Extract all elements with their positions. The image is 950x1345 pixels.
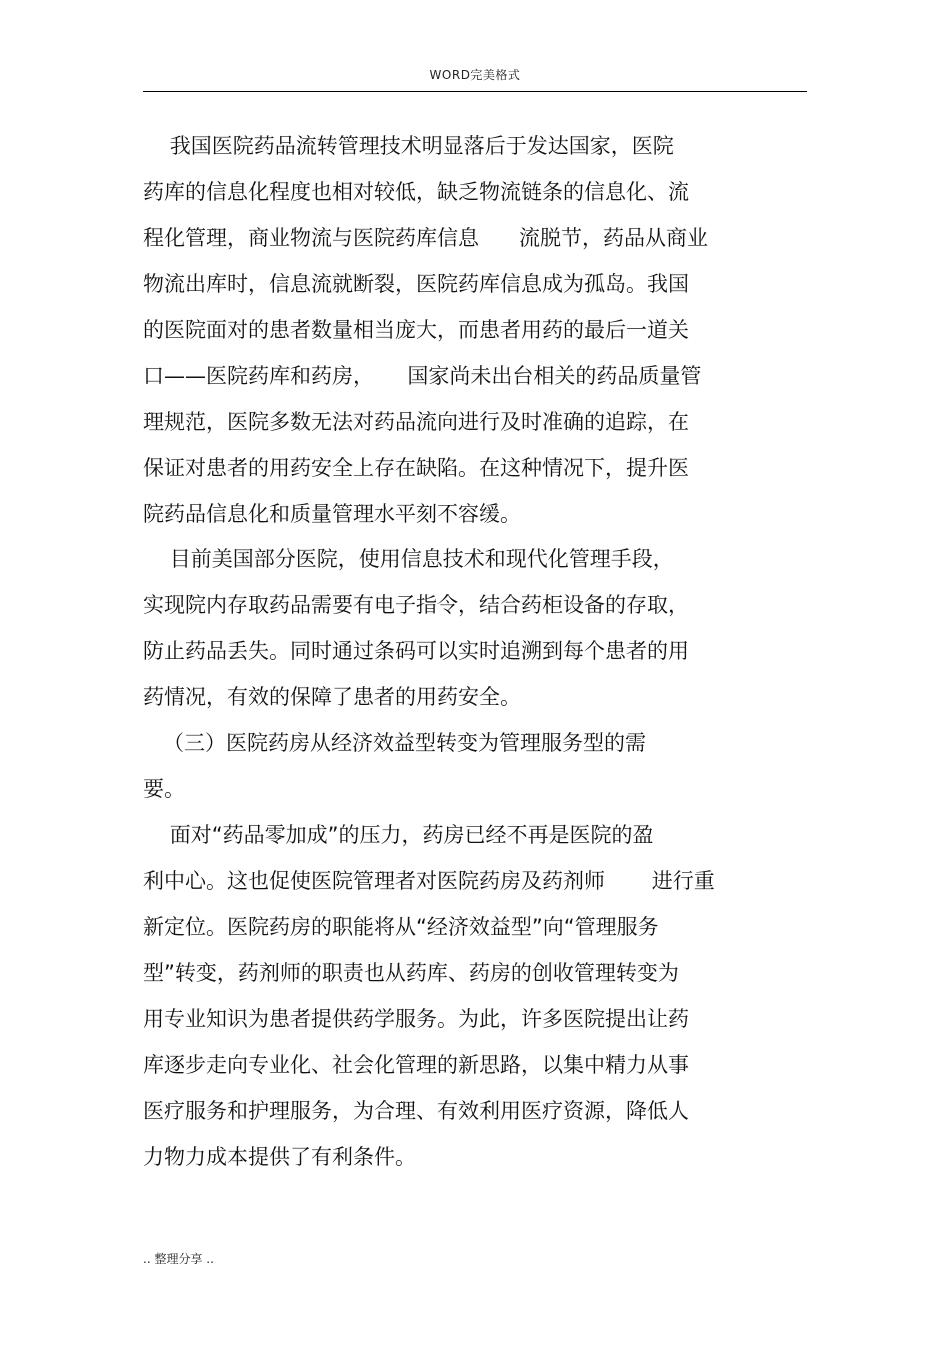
text-line: 新定位。医院药房的职能将从“经济效益型”向“管理服务 [143, 915, 659, 939]
text-line: 院药品信息化和质量管理水平刻不容缓。 [143, 502, 521, 526]
text-line: 库逐步走向专业化、社会化管理的新思路，以集中精力从事 [143, 1053, 689, 1077]
text-line: 药库的信息化程度也相对较低，缺乏物流链条的信息化、流 [143, 180, 689, 204]
text-line: 防止药品丢失。同时通过条码可以实时追溯到每个患者的用 [143, 639, 689, 663]
text-line: 目前美国部分医院，使用信息技术和现代化管理手段， [143, 547, 674, 571]
text-line: 保证对患者的用药安全上存在缺陷。在这种情况下，提升医 [143, 456, 689, 480]
text-line: 药情况，有效的保障了患者的用药安全。 [143, 685, 521, 709]
text-line: 物流出库时，信息流就断裂，医院药库信息成为孤岛。我国 [143, 272, 689, 296]
section-heading-cont: 要。 [143, 777, 185, 801]
text-line: 医疗服务和护理服务，为合理、有效利用医疗资源，降低人 [143, 1099, 689, 1123]
text-line: 我国医院药品流转管理技术明显落后于发达国家，医院 [143, 134, 674, 158]
text-line: 程化管理，商业物流与医院药库信息 流脱节，药品从商业 [143, 226, 709, 250]
text-line: 的医院面对的患者数量相当庞大，而患者用药的最后一道关 [143, 318, 689, 342]
text-line: 理规范，医院多数无法对药品流向进行及时准确的追踪，在 [143, 410, 689, 434]
text-line: 力物力成本提供了有利条件。 [143, 1145, 416, 1169]
text-line: 用专业知识为患者提供药学服务。为此，许多医院提出让药 [143, 1007, 689, 1031]
header-title: WORD完美格式 [429, 68, 521, 82]
text-line: 利中心。这也促使医院管理者对医院药房及药剂师 进行重 [143, 869, 715, 893]
text-line: 口——医院药库和药房， 国家尚未出台相关的药品质量管 [143, 364, 702, 388]
header-divider [143, 91, 807, 92]
text-line: 型”转变，药剂师的职责也从药库、药房的创收管理转变为 [143, 961, 679, 985]
text-line: 面对“药品零加成”的压力，药房已经不再是医院的盈 [143, 823, 654, 847]
text-line: 实现院内存取药品需要有电子指令，结合药柜设备的存取， [143, 593, 689, 617]
page-footer: .. 整理分享 .. [143, 1252, 214, 1266]
section-heading: （三）医院药房从经济效益型转变为管理服务型的需 [143, 731, 647, 755]
